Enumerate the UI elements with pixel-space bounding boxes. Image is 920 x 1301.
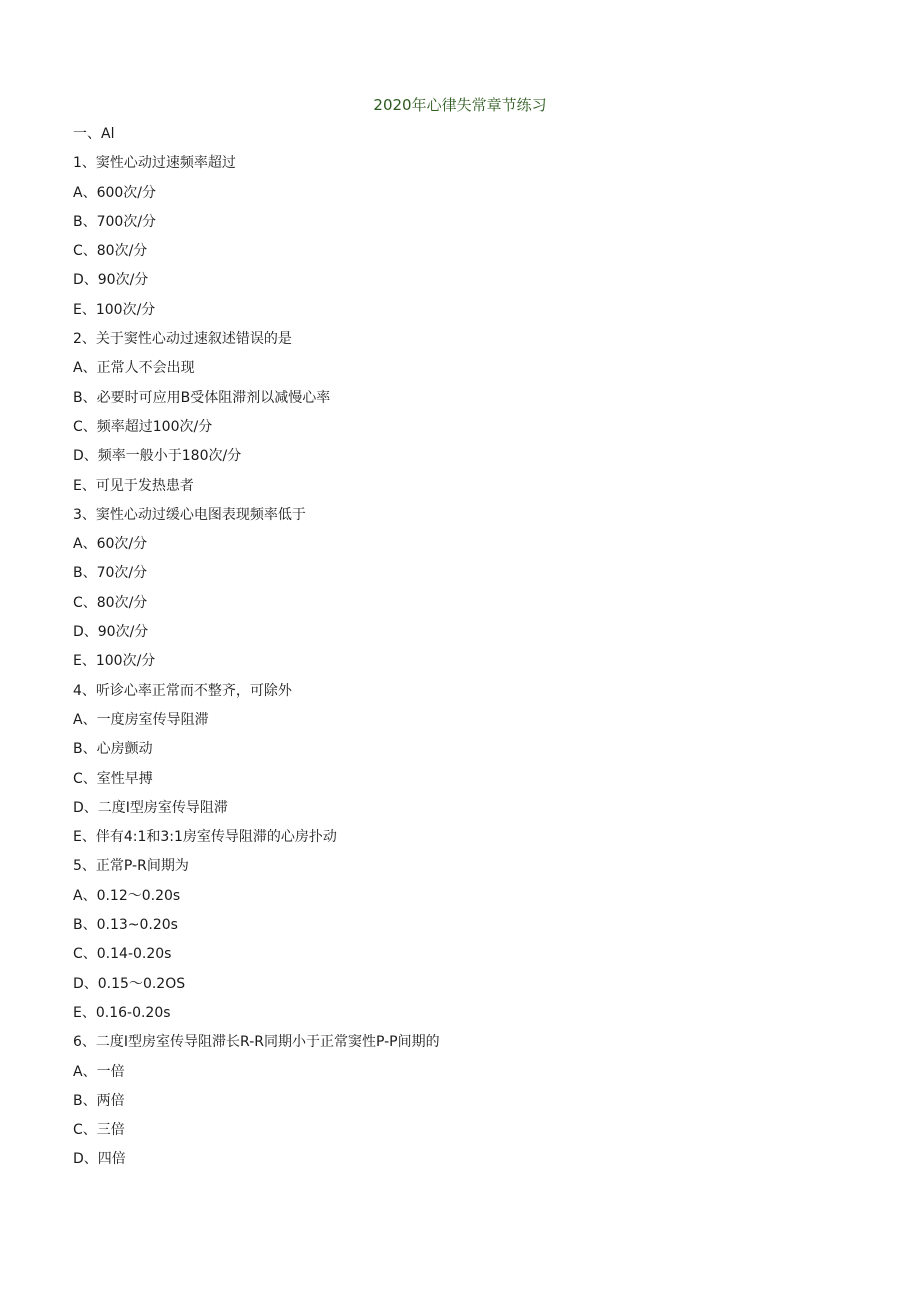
option-line: B、心房颤动 (73, 741, 153, 758)
option-line: C、0.14-0.20s (73, 946, 172, 963)
option-line: A、0.12～0.20s (73, 887, 181, 904)
option-line: A、一度房室传导阻滞 (73, 711, 209, 728)
document-title: 2020年心律失常章节练习 (373, 96, 547, 114)
option-line: B、700次/分 (73, 213, 157, 230)
option-line: E、100次/分 (73, 653, 156, 670)
option-line: D、90次/分 (73, 272, 149, 289)
option-line: B、0.13~0.20s (73, 917, 178, 934)
option-line: D、0.15～0.2OS (73, 975, 186, 992)
option-line: D、四倍 (73, 1151, 126, 1168)
question-5: 5、正常P-R间期为 (73, 858, 189, 875)
option-line: E、可见于发热患者 (73, 477, 194, 494)
question-3: 3、窦性心动过缓心电图表现频率低于 (73, 506, 306, 523)
question-2: 2、关于窦性心动过速叙述错误的是 (73, 331, 292, 348)
section-heading: 一、Al (73, 126, 115, 142)
option-line: A、60次/分 (73, 536, 148, 553)
option-line: E、0.16-0.20s (73, 1004, 171, 1021)
question-4: 4、听诊心率正常而不整齐，可除外 (73, 682, 292, 699)
option-line: C、室性早搏 (73, 770, 153, 787)
question-6: 6、二度I型房室传导阻滞长R-R同期小于正常窦性P-P间期的 (73, 1034, 440, 1051)
option-line: C、频率超过100次/分 (73, 418, 213, 435)
option-line: A、正常人不会出现 (73, 360, 195, 377)
option-line: A、600次/分 (73, 184, 157, 201)
option-line: D、频率一般小于180次/分 (73, 448, 242, 465)
option-line: B、70次/分 (73, 565, 148, 582)
option-line: C、三倍 (73, 1122, 125, 1139)
option-line: B、两倍 (73, 1092, 125, 1109)
option-line: C、80次/分 (73, 594, 148, 611)
option-line: D、90次/分 (73, 624, 149, 641)
option-line: C、80次/分 (73, 243, 148, 260)
option-line: E、伴有4:1和3:1房室传导阻滞的心房扑动 (73, 829, 337, 846)
option-line: E、100次/分 (73, 301, 156, 318)
document-body (73, 124, 853, 1179)
option-line: A、一倍 (73, 1063, 125, 1080)
option-line: B、必要时可应用B受体阻滞剂以减慢心率 (73, 389, 331, 406)
option-line: D、二度I型房室传导阻滞 (73, 799, 228, 816)
question-1: 1、窦性心动过速频率超过 (73, 155, 236, 172)
